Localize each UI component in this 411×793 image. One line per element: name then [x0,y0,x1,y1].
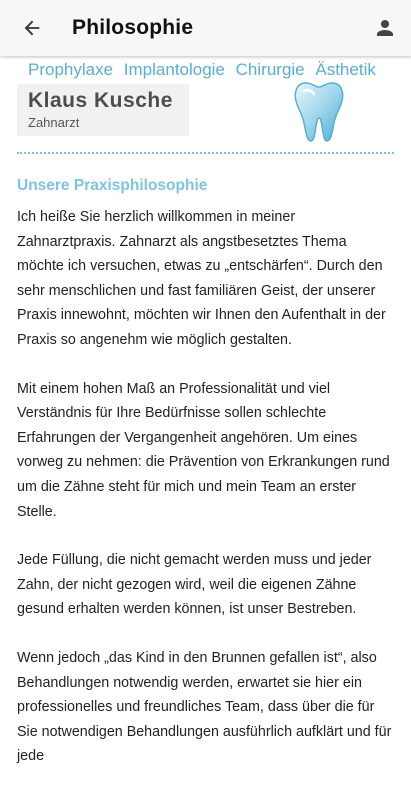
philosophy-text [17,205,397,793]
specialty-implantologie: Implantologie [123,60,225,79]
dotted-divider [17,152,394,154]
paragraph: Ich heiße Sie herzlich willkommen in meiner Zahnarztpraxis. Zahnarzt als angstbesetztes Thema möchte ich versuchen, etwas zu „entschärfen“. Durch den sehr menschlichen und fast familiären Geist, der unserer Praxis innewohnt, möchten wir Ihnen den Aufenthalt in der Praxis so angenehm wie möglich gestalten. [17,209,386,348]
profile-button[interactable] [367,10,403,46]
paragraph: Mit einem hohen Maß an Professionalität und viel Verständnis für Ihre Bedürfnisse sollen schlechte Erfahrungen der Vergangenheit angehören. Um eines vorweg zu nehmen: die Prävention von Erkrankungen rund um die Zähne steht für mich und mein Team an erster Stelle. [17,380,390,520]
doctor-brand [17,84,189,136]
paragraph: Wenn jedoch „das Kind in den Brunnen gefallen ist“, also Behandlungen notwendig werden, erwartet sie hier ein professionelles und freundliches Team, dass über die für Sie notwendigen Behandlungen ausführlich aufklärt und für jede [17,649,392,765]
person-icon [373,16,397,40]
paragraph: Jede Füllung, die nicht gemacht werden muss und jeder Zahn, der nicht gezogen wird, weil die eigenen Zähne gesund erhalten werden können, ist unser Bestreben. [17,552,372,618]
app-bar [0,0,411,56]
specialties-line [28,60,382,80]
specialty-aesthetik: Ästhetik [315,60,376,79]
arrow-left-icon [21,17,43,39]
specialty-chirurgie: Chirurgie [235,60,305,79]
section-heading: Unsere Praxisphilosophie [17,177,208,194]
tooth-icon [292,79,346,143]
doctor-name: Klaus Kusche [28,89,173,112]
page-title: Philosophie [72,16,194,39]
back-button[interactable] [14,10,50,46]
specialty-prophylaxe: Prophylaxe [28,60,114,79]
doctor-title: Zahnarzt [28,115,80,130]
practice-banner [17,57,394,147]
